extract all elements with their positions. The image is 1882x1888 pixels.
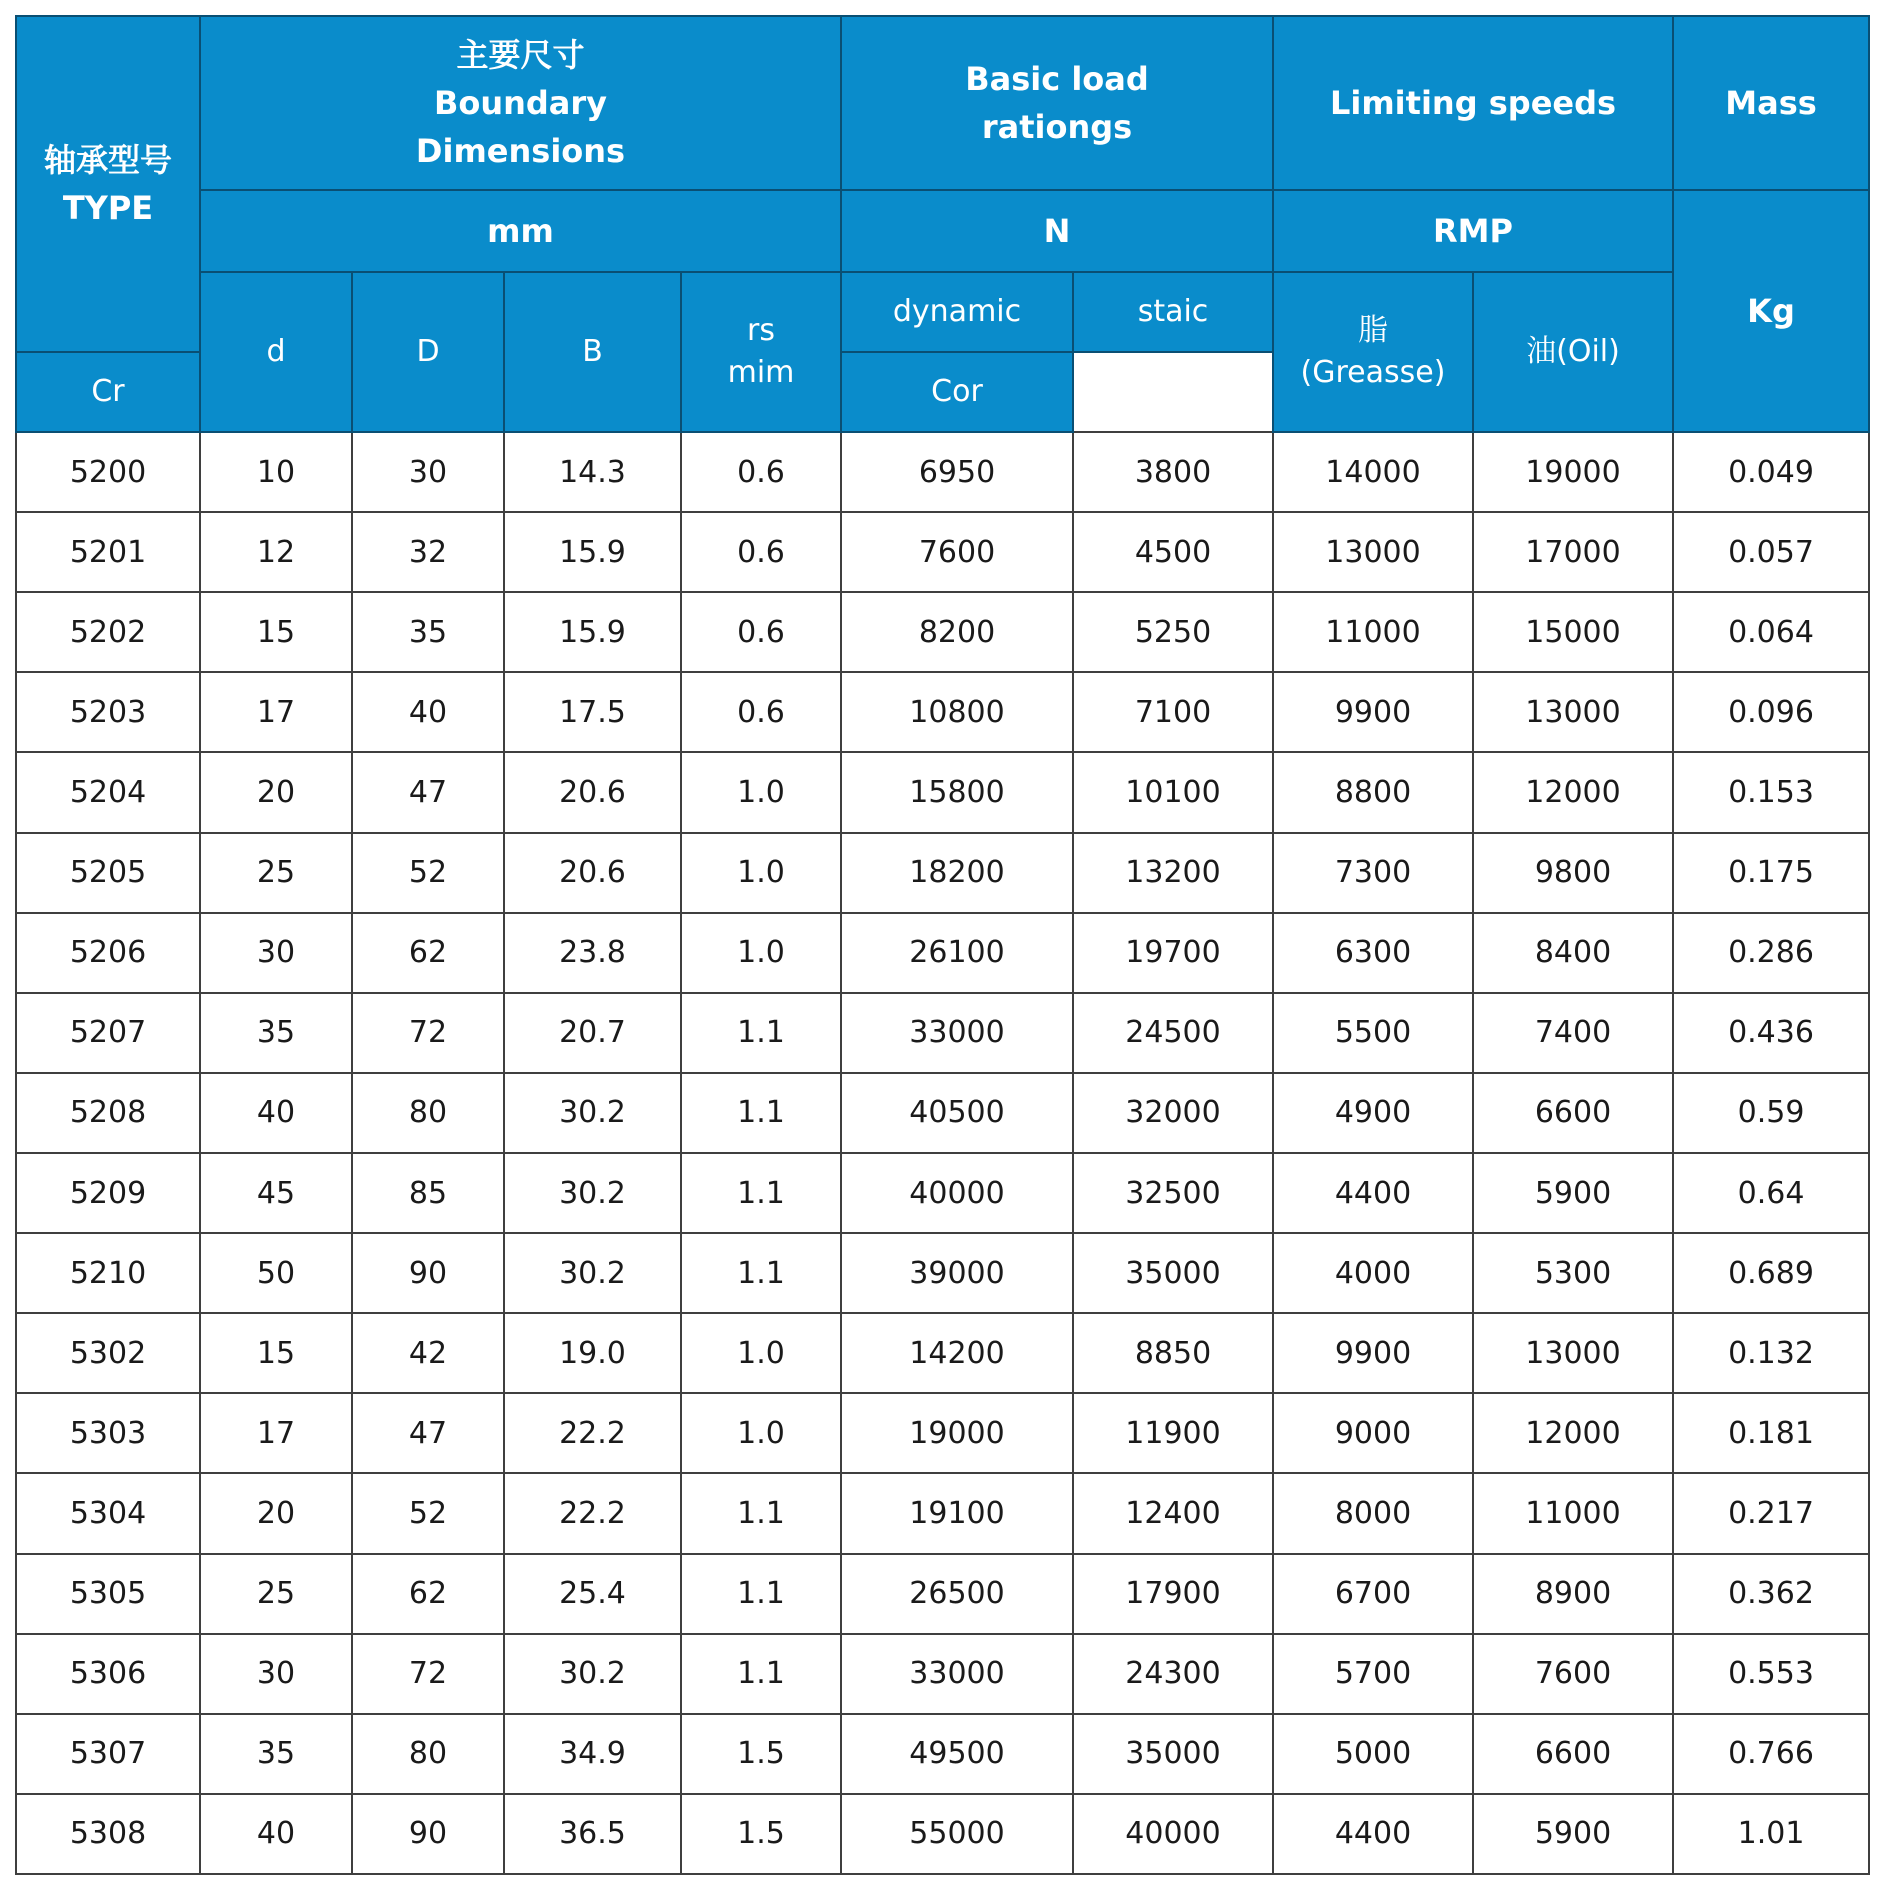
table-cell: 35000 — [1073, 1714, 1273, 1794]
table-cell: 19.0 — [504, 1313, 681, 1393]
table-cell: 8850 — [1073, 1313, 1273, 1393]
table-cell: 7600 — [841, 512, 1073, 592]
table-cell: 24500 — [1073, 993, 1273, 1073]
table-cell: 5300 — [1473, 1233, 1673, 1313]
table-cell: 22.2 — [504, 1473, 681, 1553]
table-cell: 11900 — [1073, 1393, 1273, 1473]
table-cell: 40000 — [1073, 1794, 1273, 1874]
type-header — [16, 16, 200, 352]
table-cell: 8900 — [1473, 1554, 1673, 1634]
table-cell: 0.181 — [1673, 1393, 1869, 1473]
table-cell: 1.1 — [681, 1233, 841, 1313]
col-cor-header: Cor — [841, 352, 1073, 432]
table-cell: 5200 — [16, 432, 200, 512]
table-row — [16, 1794, 1869, 1874]
table-cell: 12400 — [1073, 1473, 1273, 1553]
table-cell: 5500 — [1273, 993, 1473, 1073]
col-grease-header — [1273, 272, 1473, 432]
table-cell: 33000 — [841, 993, 1073, 1073]
load-header-line2: rationgs — [981, 108, 1133, 146]
table-cell: 5000 — [1273, 1714, 1473, 1794]
table-cell: 0.64 — [1673, 1153, 1869, 1233]
table-cell: 40000 — [841, 1153, 1073, 1233]
table-cell: 35 — [200, 993, 352, 1073]
boundary-header-zh: 主要尺寸 — [456, 36, 585, 74]
table-cell: 1.5 — [681, 1794, 841, 1874]
bearing-spec-table — [15, 15, 1870, 1875]
table-row — [16, 1714, 1869, 1794]
table-row — [16, 1554, 1869, 1634]
table-cell: 17 — [200, 1393, 352, 1473]
table-cell: 11000 — [1473, 1473, 1673, 1553]
table-cell: 0.153 — [1673, 752, 1869, 832]
table-cell: 4400 — [1273, 1794, 1473, 1874]
table-cell: 62 — [352, 1554, 504, 1634]
table-body — [16, 432, 1869, 1874]
table-row — [16, 833, 1869, 913]
table-cell: 0.096 — [1673, 672, 1869, 752]
table-cell: 30.2 — [504, 1153, 681, 1233]
unit-n: N — [841, 190, 1273, 272]
table-cell: 5209 — [16, 1153, 200, 1233]
table-cell: 50 — [200, 1233, 352, 1313]
table-cell: 5305 — [16, 1554, 200, 1634]
table-row — [16, 1634, 1869, 1714]
table-cell: 1.0 — [681, 913, 841, 993]
table-cell: 72 — [352, 993, 504, 1073]
table-cell: 14.3 — [504, 432, 681, 512]
table-row — [16, 1073, 1869, 1153]
table-cell: 52 — [352, 1473, 504, 1553]
table-cell: 19000 — [841, 1393, 1073, 1473]
table-cell: 40 — [200, 1794, 352, 1874]
col-d-header: d — [200, 272, 352, 432]
table-cell: 0.436 — [1673, 993, 1869, 1073]
table-cell: 13000 — [1473, 1313, 1673, 1393]
table-cell: 49500 — [841, 1714, 1073, 1794]
table-cell: 4000 — [1273, 1233, 1473, 1313]
table-cell: 5302 — [16, 1313, 200, 1393]
table-cell: 15.9 — [504, 512, 681, 592]
table-cell: 42 — [352, 1313, 504, 1393]
col-static-header: staic — [1073, 272, 1273, 352]
table-cell: 20.6 — [504, 833, 681, 913]
table-cell: 12000 — [1473, 752, 1673, 832]
table-cell: 7100 — [1073, 672, 1273, 752]
table-cell: 0.59 — [1673, 1073, 1869, 1153]
table-cell: 8000 — [1273, 1473, 1473, 1553]
col-big-d-header: D — [352, 272, 504, 432]
table-cell: 5900 — [1473, 1153, 1673, 1233]
table-cell: 0.049 — [1673, 432, 1869, 512]
table-row — [16, 512, 1869, 592]
table-cell: 0.057 — [1673, 512, 1869, 592]
table-cell: 13000 — [1473, 672, 1673, 752]
load-header-line1: Basic load — [965, 60, 1149, 98]
table-cell: 32000 — [1073, 1073, 1273, 1153]
table-row — [16, 672, 1869, 752]
table-cell: 15000 — [1473, 592, 1673, 672]
table-cell: 30.2 — [504, 1073, 681, 1153]
table-cell: 15800 — [841, 752, 1073, 832]
table-cell: 40500 — [841, 1073, 1073, 1153]
table-cell: 4400 — [1273, 1153, 1473, 1233]
table-row — [16, 1393, 1869, 1473]
table-cell: 0.689 — [1673, 1233, 1869, 1313]
table-cell: 9900 — [1273, 672, 1473, 752]
table-cell: 5204 — [16, 752, 200, 832]
table-cell: 20 — [200, 1473, 352, 1553]
table-cell: 5201 — [16, 512, 200, 592]
table-cell: 1.1 — [681, 1473, 841, 1553]
table-cell: 17 — [200, 672, 352, 752]
basic-load-ratings-header — [841, 16, 1273, 190]
table-cell: 25.4 — [504, 1554, 681, 1634]
table-cell: 12 — [200, 512, 352, 592]
table-cell: 9800 — [1473, 833, 1673, 913]
table-cell: 1.1 — [681, 1634, 841, 1714]
table-cell: 8400 — [1473, 913, 1673, 993]
table-row — [16, 1153, 1869, 1233]
table-cell: 4500 — [1073, 512, 1273, 592]
table-cell: 10100 — [1073, 752, 1273, 832]
table-cell: 1.5 — [681, 1714, 841, 1794]
table-cell: 30 — [200, 913, 352, 993]
table-cell: 1.1 — [681, 1153, 841, 1233]
table-cell: 30.2 — [504, 1233, 681, 1313]
table-cell: 5303 — [16, 1393, 200, 1473]
table-cell: 7300 — [1273, 833, 1473, 913]
unit-rmp: RMP — [1273, 190, 1673, 272]
table-cell: 35000 — [1073, 1233, 1273, 1313]
table-cell: 5250 — [1073, 592, 1273, 672]
table-cell: 12000 — [1473, 1393, 1673, 1473]
table-cell: 15.9 — [504, 592, 681, 672]
table-cell: 0.175 — [1673, 833, 1869, 913]
table-cell: 80 — [352, 1714, 504, 1794]
table-cell: 1.0 — [681, 752, 841, 832]
table-cell: 33000 — [841, 1634, 1073, 1714]
table-cell: 9000 — [1273, 1393, 1473, 1473]
table-cell: 45 — [200, 1153, 352, 1233]
table-cell: 17900 — [1073, 1554, 1273, 1634]
table-cell: 0.6 — [681, 592, 841, 672]
table-row — [16, 592, 1869, 672]
table-cell: 5208 — [16, 1073, 200, 1153]
table-cell: 30.2 — [504, 1634, 681, 1714]
table-cell: 0.132 — [1673, 1313, 1869, 1393]
table-cell: 3800 — [1073, 432, 1273, 512]
table-cell: 30 — [200, 1634, 352, 1714]
col-oil-header: 油(Oil) — [1473, 272, 1673, 432]
table-cell: 0.286 — [1673, 913, 1869, 993]
table-row — [16, 913, 1869, 993]
rs-label: rs — [747, 313, 775, 348]
table-cell: 10 — [200, 432, 352, 512]
table-cell: 1.1 — [681, 1073, 841, 1153]
rs-min-label: mim — [727, 355, 795, 390]
table-cell: 6600 — [1473, 1073, 1673, 1153]
table-cell: 39000 — [841, 1233, 1073, 1313]
table-row — [16, 1313, 1869, 1393]
table-cell: 36.5 — [504, 1794, 681, 1874]
table-cell: 0.362 — [1673, 1554, 1869, 1634]
table-cell: 0.766 — [1673, 1714, 1869, 1794]
table-cell: 17000 — [1473, 512, 1673, 592]
table-cell: 19000 — [1473, 432, 1673, 512]
table-cell: 47 — [352, 1393, 504, 1473]
boundary-header-line2: Dimensions — [415, 132, 626, 170]
table-cell: 5206 — [16, 913, 200, 993]
table-cell: 11000 — [1273, 592, 1473, 672]
table-cell: 1.0 — [681, 1313, 841, 1393]
table-cell: 40 — [352, 672, 504, 752]
table-cell: 5306 — [16, 1634, 200, 1714]
table-cell: 7600 — [1473, 1634, 1673, 1714]
table-cell: 5304 — [16, 1473, 200, 1553]
table-cell: 90 — [352, 1794, 504, 1874]
table-header — [16, 16, 1869, 432]
limiting-speeds-header: Limiting speeds — [1273, 16, 1673, 190]
table-row — [16, 993, 1869, 1073]
table-cell: 5202 — [16, 592, 200, 672]
table-cell: 14000 — [1273, 432, 1473, 512]
table-cell: 1.0 — [681, 833, 841, 913]
table-cell: 20 — [200, 752, 352, 832]
table-row — [16, 752, 1869, 832]
table-cell: 1.1 — [681, 1554, 841, 1634]
table-cell: 0.6 — [681, 512, 841, 592]
table-row — [16, 1473, 1869, 1553]
mass-header: Mass — [1673, 16, 1869, 190]
table-cell: 26500 — [841, 1554, 1073, 1634]
table-cell: 6600 — [1473, 1714, 1673, 1794]
col-b-header: B — [504, 272, 681, 432]
grease-label-zh: 脂 — [1358, 313, 1388, 348]
table-cell: 30 — [352, 432, 504, 512]
table-cell: 5210 — [16, 1233, 200, 1313]
table-cell: 62 — [352, 913, 504, 993]
table-cell: 85 — [352, 1153, 504, 1233]
table-cell: 40 — [200, 1073, 352, 1153]
table-cell: 0.6 — [681, 432, 841, 512]
table-cell: 23.8 — [504, 913, 681, 993]
table-cell: 22.2 — [504, 1393, 681, 1473]
table-cell: 9900 — [1273, 1313, 1473, 1393]
table-cell: 32 — [352, 512, 504, 592]
table-cell: 13200 — [1073, 833, 1273, 913]
table-cell: 47 — [352, 752, 504, 832]
type-header-en: TYPE — [62, 189, 154, 227]
table-cell: 55000 — [841, 1794, 1073, 1874]
table-cell: 24300 — [1073, 1634, 1273, 1714]
table-cell: 0.064 — [1673, 592, 1869, 672]
table-cell: 7400 — [1473, 993, 1673, 1073]
table-cell: 15 — [200, 592, 352, 672]
table-row — [16, 1233, 1869, 1313]
table-cell: 5203 — [16, 672, 200, 752]
unit-mm: mm — [200, 190, 841, 272]
table-cell: 19700 — [1073, 913, 1273, 993]
table-cell: 5207 — [16, 993, 200, 1073]
table-row — [16, 432, 1869, 512]
table-cell: 32500 — [1073, 1153, 1273, 1233]
table-cell: 8800 — [1273, 752, 1473, 832]
table-cell: 19100 — [841, 1473, 1073, 1553]
boundary-header-line1: Boundary — [433, 84, 608, 122]
col-rs-header — [681, 272, 841, 432]
table-cell: 72 — [352, 1634, 504, 1714]
table-cell: 14200 — [841, 1313, 1073, 1393]
table-cell: 5700 — [1273, 1634, 1473, 1714]
table-cell: 15 — [200, 1313, 352, 1393]
table-cell: 17.5 — [504, 672, 681, 752]
table-cell: 5307 — [16, 1714, 200, 1794]
col-dynamic-header: dynamic — [841, 272, 1073, 352]
unit-kg: Kg — [1673, 190, 1869, 432]
table-cell: 20.7 — [504, 993, 681, 1073]
table-cell: 5308 — [16, 1794, 200, 1874]
table-cell: 6950 — [841, 432, 1073, 512]
table-cell: 8200 — [841, 592, 1073, 672]
table-cell: 90 — [352, 1233, 504, 1313]
table-cell: 25 — [200, 1554, 352, 1634]
type-header-zh: 轴承型号 — [43, 141, 172, 179]
table-cell: 26100 — [841, 913, 1073, 993]
table-cell: 34.9 — [504, 1714, 681, 1794]
table-cell: 1.1 — [681, 993, 841, 1073]
table-cell: 25 — [200, 833, 352, 913]
table-cell: 6300 — [1273, 913, 1473, 993]
grease-label-en: (Greasse) — [1300, 355, 1446, 390]
table-cell: 0.217 — [1673, 1473, 1869, 1553]
table-cell: 80 — [352, 1073, 504, 1153]
table-cell: 35 — [352, 592, 504, 672]
table-cell: 6700 — [1273, 1554, 1473, 1634]
table-cell: 35 — [200, 1714, 352, 1794]
table-cell: 18200 — [841, 833, 1073, 913]
table-cell: 1.01 — [1673, 1794, 1869, 1874]
table-cell: 0.553 — [1673, 1634, 1869, 1714]
table-cell: 10800 — [841, 672, 1073, 752]
col-cr-header: Cr — [16, 352, 200, 432]
table-cell: 0.6 — [681, 672, 841, 752]
table-cell: 1.0 — [681, 1393, 841, 1473]
boundary-dimensions-header — [200, 16, 841, 190]
table-cell: 5205 — [16, 833, 200, 913]
table-cell: 4900 — [1273, 1073, 1473, 1153]
table-cell: 20.6 — [504, 752, 681, 832]
table-cell: 5900 — [1473, 1794, 1673, 1874]
table-cell: 52 — [352, 833, 504, 913]
table-cell: 13000 — [1273, 512, 1473, 592]
